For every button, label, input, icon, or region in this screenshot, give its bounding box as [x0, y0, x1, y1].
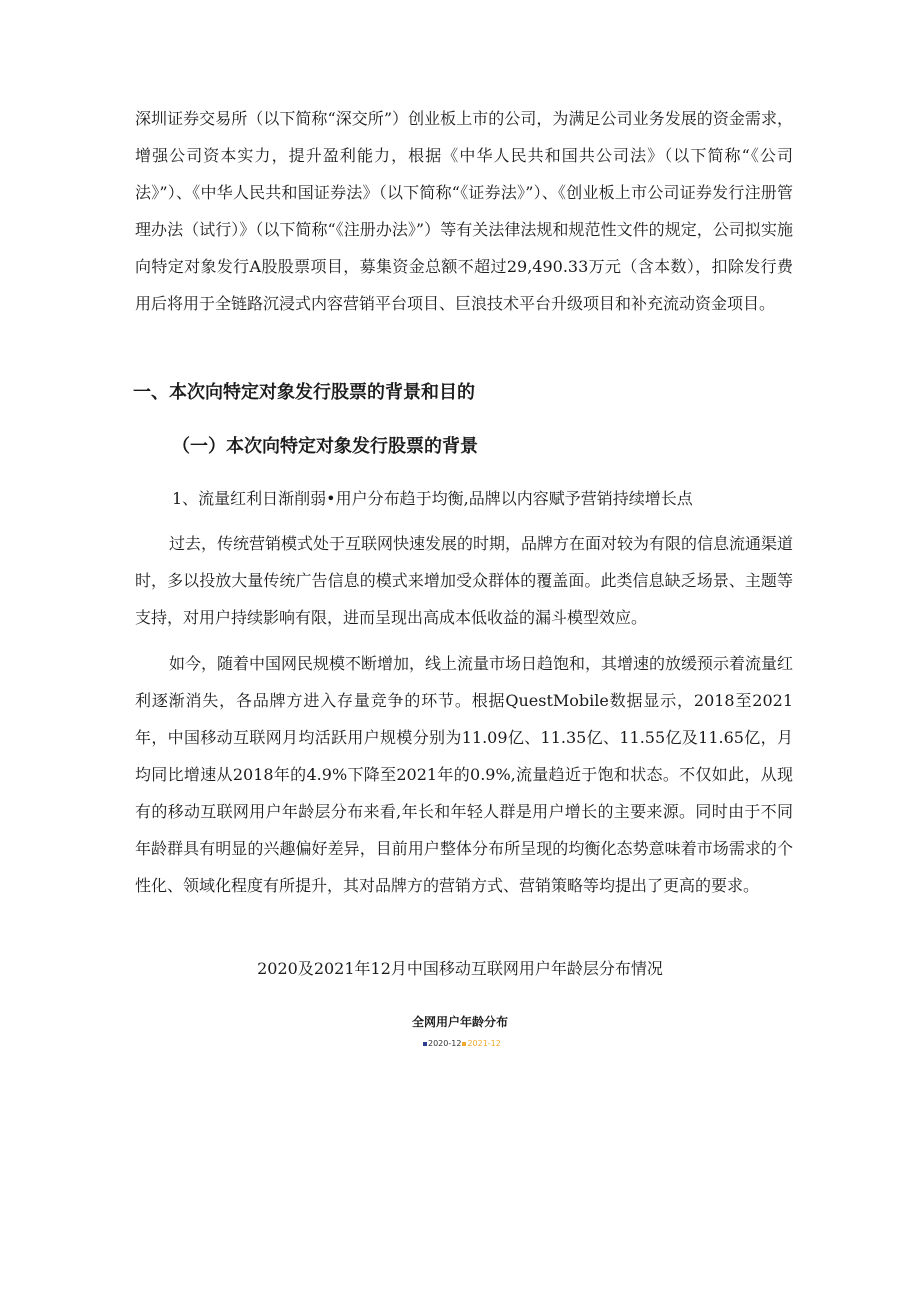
- legend-swatch-2020: [423, 1042, 427, 1046]
- section-heading: 一、本次向特定对象发行股票的背景和目的: [133, 382, 475, 403]
- chart-title: 全网用户年龄分布: [411, 1015, 508, 1029]
- body-paragraph-3: 如今，随着中国网民规模不断增加，线上流量市场日趋饱和，其增速的放缓预示着流量红利逐渐消失，各品牌方进入存量竞争的环节。根据QuestMobile数据显示，2018至2021年，中国移动互联网月均活跃用户规模分别为11.09亿、11.35亿、11.55亿及11.65亿，月均同比增速从2018年的4.9%下降至2021年的0.9%,流量趋近于饱和状态。不仅如此，从现有的移动互联网用户年龄层分布来看,年长和年轻人群是用户增长的主要来源。同时由于不同年龄群具有明显的兴趣偏好差异，目前用户整体分布所呈现的均衡化态势意味着市场需求的个性化、领域化程度有所提升，其对品牌方的营销方式、营销策略等均提出了更高的要求。: [135, 654, 794, 895]
- legend-label-2021: 2021-12: [467, 1039, 501, 1048]
- legend-swatch-2021: [462, 1042, 466, 1046]
- point-heading: 1、流量红利日渐削弱•用户分布趋于均衡,品牌以内容赋予营销持续增长点: [172, 489, 693, 508]
- figure-caption: 2020及2021年12月中国移动互联网用户年龄层分布情况: [257, 959, 663, 978]
- body-paragraph-2: 过去，传统营销模式处于互联网快速发展的时期，品牌方在面对较为有限的信息流通渠道时，多以投放大量传统广告信息的模式来增加受众群体的覆盖面。此类信息缺乏场景、主题等支持，对用户持续影响有限，进而呈现出高成本低收益的漏斗模型效应。: [135, 534, 794, 627]
- chart-legend: [423, 1039, 501, 1048]
- legend-label-2020: 2020-12: [428, 1039, 462, 1048]
- intro-paragraph: 深圳证券交易所（以下简称“深交所”）创业板上市的公司，为满足公司业务发展的资金需求，增强公司资本实力，提升盈利能力，根据《中华人民共和国共公司法》（以下简称“《公司法》”）、《中华人民共和国证券法》（以下简称“《证券法》”）、《创业板上市公司证券发行注册管理办法（试行）》（以下简称“《注册办法》”）等有关法律法规和规范性文件的规定，公司拟实施向特定对象发行A股股票项目，募集资金总额不超过29,490.33万元（含本数），扣除发行费用后将用于全链路沉浸式内容营销平台项目、巨浪技术平台升级项目和补充流动资金项目。: [135, 109, 793, 313]
- subsection-heading: （一）本次向特定对象发行股票的背景: [172, 436, 478, 457]
